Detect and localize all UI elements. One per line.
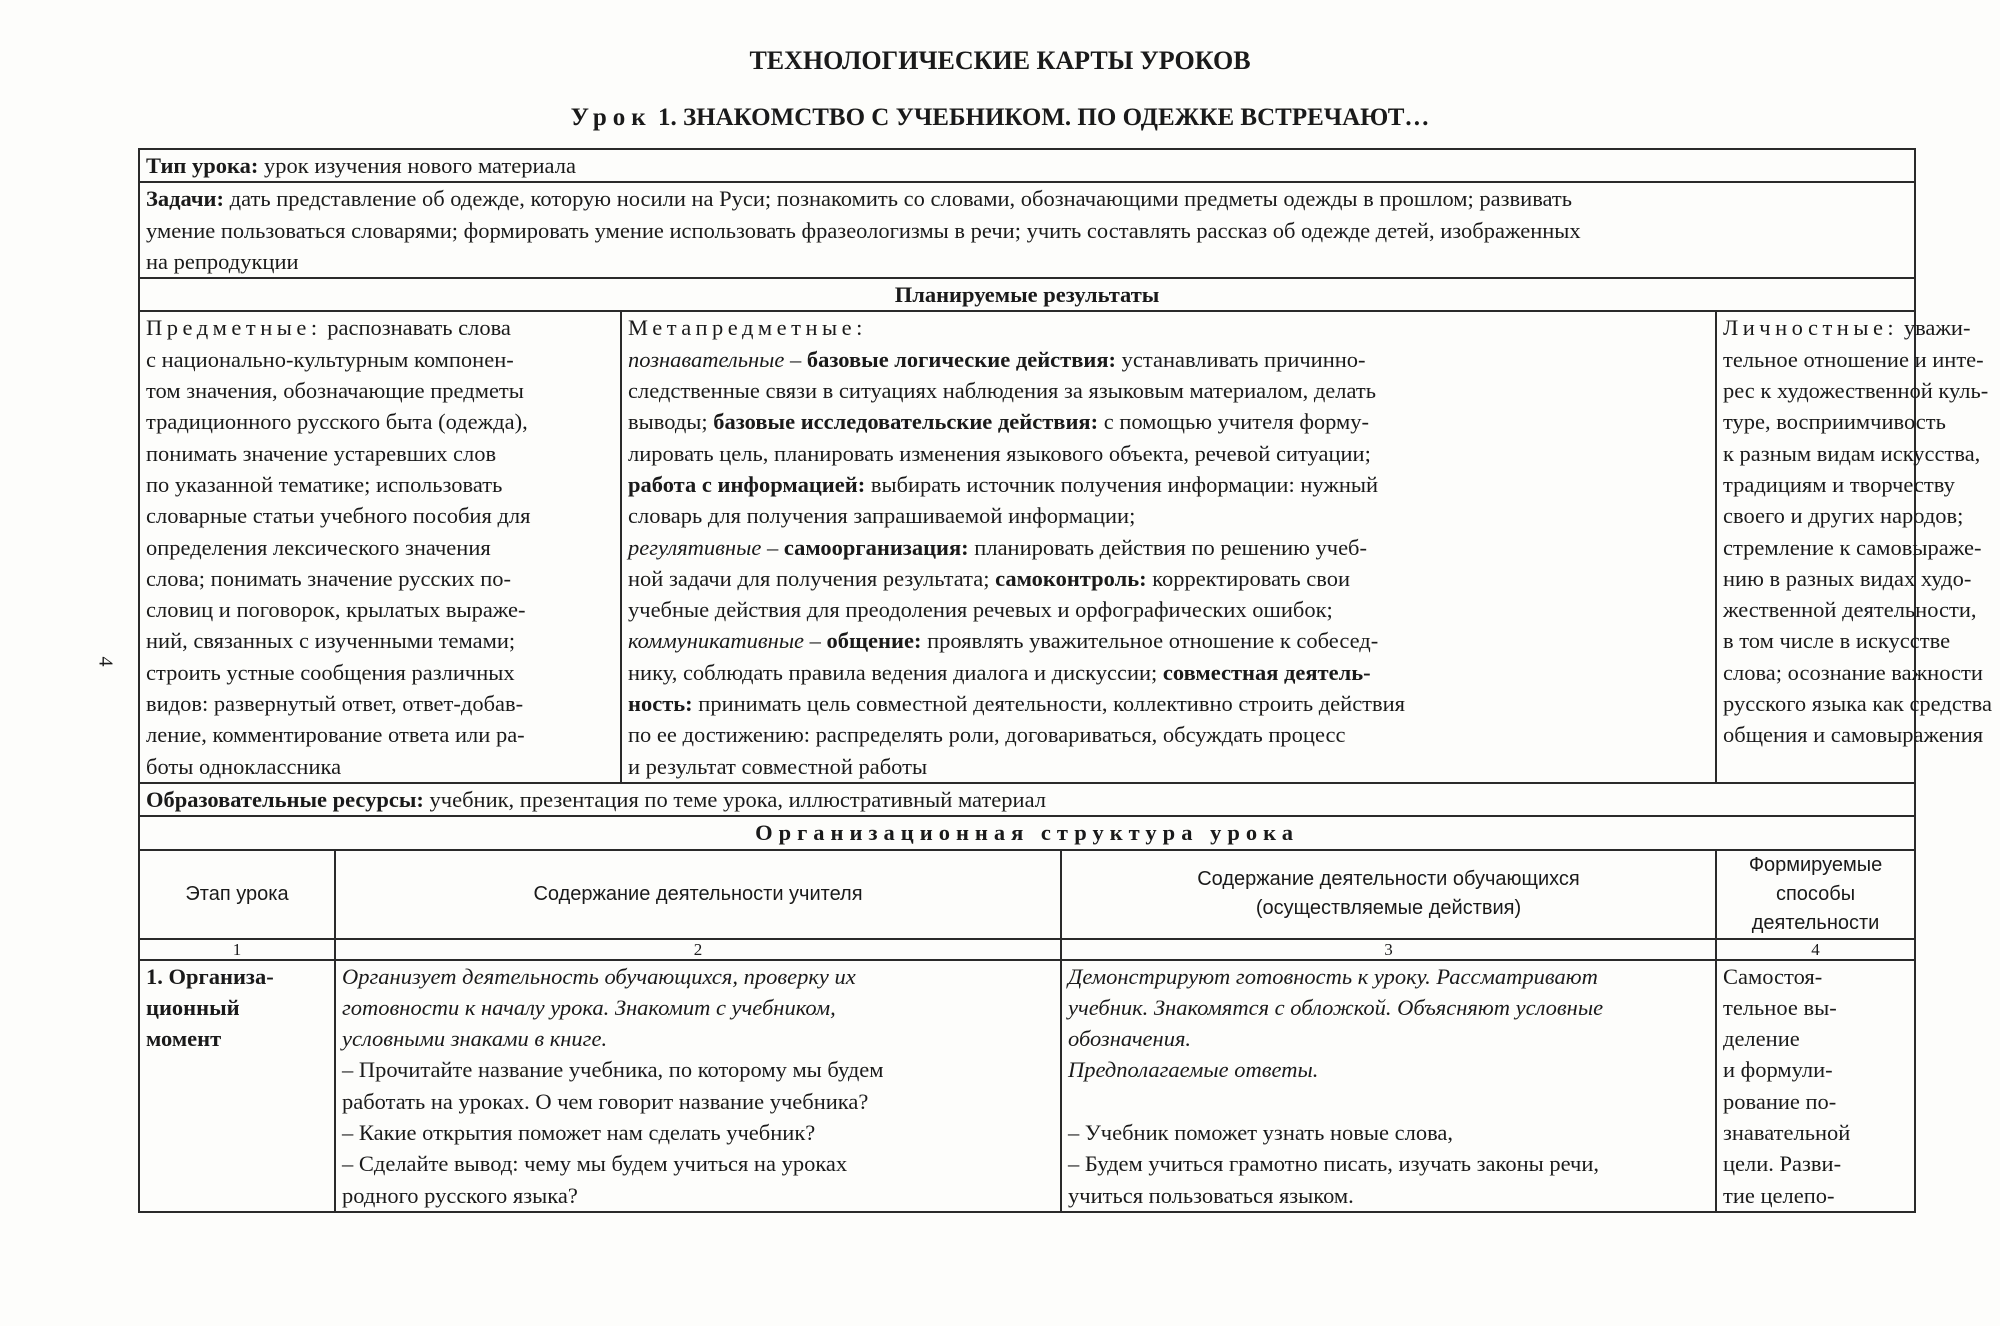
meta-category: познавательные <box>628 346 785 372</box>
personal-line: стремление к самовыраже- <box>1723 534 1982 560</box>
column-number: 3 <box>1061 939 1716 960</box>
subject-line: боты одноклассника <box>146 753 342 779</box>
subject-line: словиц и поговорок, крылатых выраже- <box>146 597 526 623</box>
subject-label: Предметные: <box>146 315 322 341</box>
teacher-question-line: работать на уроках. О чем говорит название учебника? <box>342 1088 869 1114</box>
personal-line: общения и самовыражения <box>1723 722 1984 748</box>
meta-line: учебные действия для преодоления речевых и орфографических ошибок; <box>628 597 1333 623</box>
meta-line: по ее достижению: распределять роли, договариваться, обсуждать процесс <box>628 722 1346 748</box>
meta-text: проявлять уважительное отношение к собесед- <box>921 628 1379 654</box>
meta-line <box>628 406 1709 437</box>
student-activity-spacer <box>1068 1086 1709 1117</box>
personal-line: слова; осознание важности <box>1723 659 1983 685</box>
personal-line: рес к художественной куль- <box>1723 378 1989 404</box>
stage-name: момент <box>146 1026 222 1052</box>
meta-line <box>628 563 1709 594</box>
subject-line: с национально-культурным компонен- <box>146 346 514 372</box>
meta-results-cell <box>621 311 1716 782</box>
column-header-text: деятельности <box>1751 911 1880 934</box>
tasks-label: Задачи: <box>146 186 225 212</box>
meta-text: нику, соблюдать правила ведения диалога и дискуссии; <box>628 659 1163 685</box>
personal-label: Личностные: <box>1723 315 1899 341</box>
column-header-text: Формируемые <box>1748 853 1883 876</box>
meta-text: с помощью учителя форму- <box>1098 409 1370 435</box>
column-header-text: Содержание деятельности обучающихся <box>1197 868 1580 891</box>
meta-bold: базовые логические действия: <box>806 346 1116 372</box>
page-title: ТЕХНОЛОГИЧЕСКИЕ КАРТЫ УРОКОВ <box>749 46 1251 75</box>
meta-bold: общение: <box>826 628 922 654</box>
student-activity-line: учебник. Знакомятся с обложкой. Объясняют условные <box>1068 994 1604 1020</box>
teacher-activity-line: Организует деятельность обучающихся, проверку их <box>342 963 856 989</box>
meta-text: устанавливать причинно- <box>1116 346 1366 372</box>
student-activity-line: Демонстрируют готовность к уроку. Рассматривают <box>1068 963 1598 989</box>
meta-line <box>628 688 1709 719</box>
meta-text: ной задачи для получения результата; <box>628 565 996 591</box>
methods-line: тие целепо- <box>1723 1182 1835 1208</box>
teacher-question-line: – Сделайте вывод: чему мы будем учиться на уроках <box>342 1151 848 1177</box>
meta-dash: – <box>804 628 827 654</box>
tasks-row <box>139 182 1915 278</box>
meta-bold: ность: <box>628 691 693 717</box>
planned-results-heading-text: Планируемые результаты <box>894 282 1160 308</box>
column-header-text: Этап урока <box>185 882 289 905</box>
column-header-text: (осуществляемые действия) <box>1255 897 1522 920</box>
planned-results-heading <box>139 278 1915 311</box>
lesson-type-value: урок изучения нового материала <box>258 153 576 178</box>
tasks-text: дать представление об одежде, которую носили на Руси; познакомить со словами, обозначающими предметы одежды в прошлом; развивать <box>224 186 1573 212</box>
meta-text: планировать действия по решению учеб- <box>968 534 1367 560</box>
personal-line: своего и других народов; <box>1723 503 1964 529</box>
subject-line <box>146 312 614 343</box>
stage-name: ционный <box>146 994 240 1020</box>
meta-bold: самоорганизация: <box>783 534 969 560</box>
teacher-question-line: – Какие открытия поможет нам сделать учебник? <box>342 1120 816 1146</box>
column-header-text: способы <box>1775 882 1856 905</box>
column-number: 1 <box>139 939 335 960</box>
personal-line: к разным видам искусства, <box>1723 440 1981 466</box>
planned-results-heading-row <box>139 278 1915 311</box>
meta-text: корректировать свои <box>1146 565 1350 591</box>
meta-bold: работа с информацией: <box>628 471 866 497</box>
subject-line: определения лексического значения <box>146 534 491 560</box>
lesson-title <box>0 104 2000 132</box>
column-number: 4 <box>1716 939 1915 960</box>
subject-line: слова; понимать значение русских по- <box>146 565 512 591</box>
subject-line: ление, комментирование ответа или ра- <box>146 722 525 748</box>
resources-cell <box>139 783 1915 816</box>
meta-dash: – <box>784 346 807 372</box>
meta-line <box>628 657 1709 688</box>
personal-line <box>1723 312 1971 343</box>
tasks-line: на репродукции <box>146 248 299 274</box>
meta-line <box>628 344 1709 375</box>
subject-line: строить устные сообщения различных <box>146 659 515 685</box>
structure-heading-text: Организационная структура урока <box>755 820 1299 846</box>
tasks-line <box>146 183 1908 214</box>
subject-line: том значения, обозначающие предметы <box>146 378 524 404</box>
page-number: 4 <box>94 656 117 667</box>
meta-line: словарь для получения запрашиваемой информации; <box>628 503 1136 529</box>
methods-line: тельное вы- <box>1723 994 1837 1020</box>
meta-line: лировать цель, планировать изменения языкового объекта, речевой ситуации; <box>628 440 1371 466</box>
methods-line: знавательной <box>1723 1120 1851 1146</box>
subject-line: по указанной тематике; использовать <box>146 471 503 497</box>
lesson-word: Урок <box>570 104 652 131</box>
student-activity-line: обозначения. <box>1068 1026 1192 1052</box>
teacher-activity-line: условными знаками в книге. <box>342 1026 608 1052</box>
lesson-type-row <box>139 149 1915 182</box>
meta-bold: базовые исследовательские действия: <box>713 409 1099 435</box>
meta-category: регулятивные <box>628 534 762 560</box>
meta-dash: – <box>761 534 784 560</box>
subject-text: распознавать слова <box>321 315 511 341</box>
lesson-type-label: Тип урока: <box>146 153 259 178</box>
methods-line: деление <box>1723 1026 1800 1052</box>
student-answer-line: учиться пользоваться языком. <box>1068 1182 1354 1208</box>
subject-line: традиционного русского быта (одежда), <box>146 409 528 435</box>
methods-line: Самостоя- <box>1723 963 1823 989</box>
meta-text: принимать цель совместной деятельности, коллективно строить действия <box>692 691 1406 717</box>
structure-heading-row <box>139 816 1915 849</box>
methods-line: цели. Разви- <box>1723 1151 1842 1177</box>
meta-line <box>628 625 1709 656</box>
resources-value: учебник, презентация по теме урока, иллюстративный материал <box>423 786 1046 812</box>
meta-text: выбирать источник получения информации: нужный <box>865 471 1379 497</box>
column-number-row <box>139 939 1915 960</box>
meta-line: следственные связи в ситуациях наблюдения за языковым материалом, делать <box>628 378 1377 404</box>
column-header-teacher <box>335 850 1061 939</box>
teacher-activity-line: готовности к началу урока. Знакомит с учебником, <box>342 994 836 1020</box>
column-number: 2 <box>335 939 1061 960</box>
personal-line: в том числе в искусстве <box>1723 628 1951 654</box>
subject-line: понимать значение устаревших слов <box>146 440 497 466</box>
meta-line: и результат совместной работы <box>628 753 928 779</box>
personal-line: жественной деятельности, <box>1723 597 1977 623</box>
student-activity-line: Предполагаемые ответы. <box>1068 1057 1319 1083</box>
methods-cell <box>1716 960 1915 1212</box>
personal-line: русского языка как средства <box>1723 691 1992 717</box>
column-header-stage <box>139 850 335 939</box>
meta-label: Метапредметные: <box>628 315 867 341</box>
meta-line <box>628 469 1709 500</box>
personal-line: туре, восприимчивость <box>1723 409 1946 435</box>
structure-heading <box>139 816 1915 849</box>
personal-line: тельное отношение и инте- <box>1723 346 1984 372</box>
personal-results-cell <box>1716 311 1992 782</box>
meta-bold: совместная деятель- <box>1162 659 1371 685</box>
meta-text: выводы; <box>628 409 714 435</box>
resources-row <box>139 783 1915 816</box>
teacher-question-line: родного русского языка? <box>342 1182 578 1208</box>
personal-line: нию в разных видах худо- <box>1723 565 1972 591</box>
personal-text: уважи- <box>1898 315 1971 341</box>
methods-line: и формули- <box>1723 1057 1833 1083</box>
meta-line <box>628 532 1709 563</box>
student-answer-line: – Учебник поможет узнать новые слова, <box>1068 1120 1454 1146</box>
tasks-cell <box>139 182 1915 278</box>
teacher-question-line: – Прочитайте название учебника, по которому мы будем <box>342 1057 884 1083</box>
teacher-activity-cell <box>335 960 1061 1212</box>
student-answer-line: – Будем учиться грамотно писать, изучать законы речи, <box>1068 1151 1600 1177</box>
resources-label: Образовательные ресурсы: <box>146 786 424 812</box>
meta-category: коммуникативные <box>628 628 805 654</box>
column-header-text: Содержание деятельности учителя <box>533 882 863 905</box>
subject-results-cell <box>139 311 621 782</box>
personal-line: традициям и творчеству <box>1723 471 1955 497</box>
methods-line: рование по- <box>1723 1088 1837 1114</box>
lesson-name: 1. ЗНАКОМСТВО С УЧЕБНИКОМ. ПО ОДЕЖКЕ ВСТРЕЧАЮТ… <box>657 104 1430 131</box>
planned-results-row <box>139 311 1915 782</box>
student-activity-cell <box>1061 960 1716 1212</box>
column-header-methods <box>1716 850 1915 939</box>
structure-header-row <box>139 850 1915 939</box>
stage-name: 1. Организа- <box>146 963 274 989</box>
subject-line: ний, связанных с изученными темами; <box>146 628 516 654</box>
lesson-card-table <box>138 148 1992 1213</box>
subject-line: словарные статьи учебного пособия для <box>146 503 531 529</box>
tasks-line: умение пользоваться словарями; формировать умение использовать фразеологизмы в речи; учить составлять рассказ об одежде детей, изображенных <box>146 217 1581 243</box>
stage-cell <box>139 960 335 1212</box>
lesson-type-cell <box>139 149 1915 182</box>
subject-line: видов: развернутый ответ, ответ-добав- <box>146 691 524 717</box>
column-header-students <box>1061 850 1716 939</box>
stage-row <box>139 960 1915 1212</box>
meta-bold: самоконтроль: <box>995 565 1147 591</box>
